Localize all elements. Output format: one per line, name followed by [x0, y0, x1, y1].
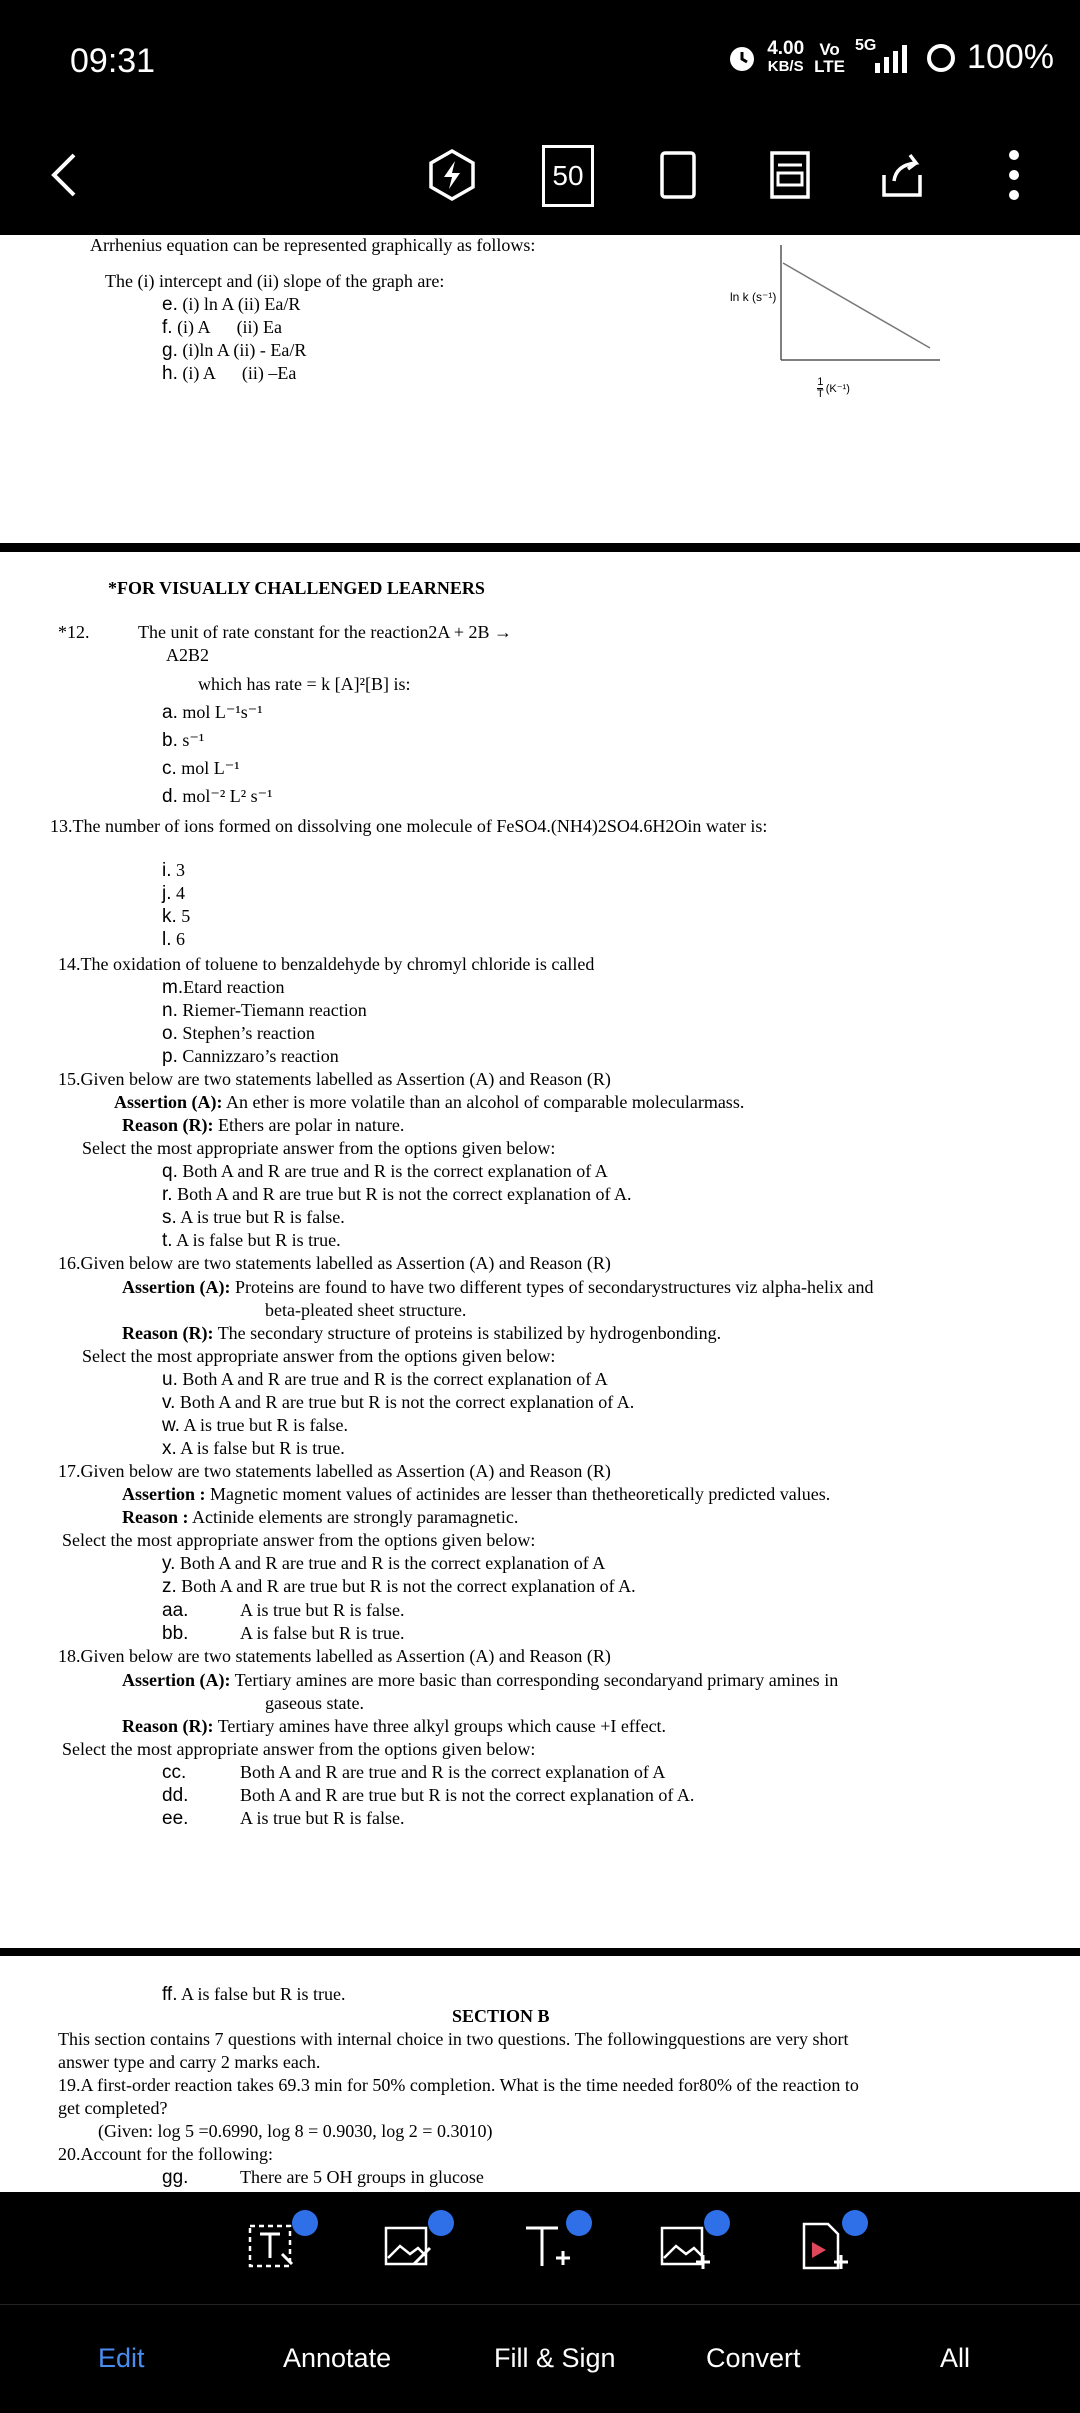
q17-assertion: Assertion : Magnetic moment values of actinides are lesser than thetheoretically predicted values.	[122, 1484, 831, 1504]
q17-select: Select the most appropriate answer from the options given below:	[62, 1530, 536, 1550]
option-b: b. s⁻¹	[162, 730, 205, 751]
q18-reason: Reason (R): Tertiary amines have three alkyl groups which cause +I effect.	[122, 1716, 667, 1736]
section-b-intro-cont: answer type and carry 2 marks each.	[58, 2052, 321, 2072]
q15-text: 15.Given below are two statements labelled as Assertion (A) and Reason (R)	[58, 1069, 611, 1089]
add-text-tool[interactable]	[510, 2192, 600, 2304]
option-u: u. Both A and R are true and R is the correct explanation of A	[162, 1369, 608, 1390]
q13-text: 13.The number of ions formed on dissolving one molecule of FeSO4.(NH4)2SO4.6H2Oin water is:	[50, 816, 768, 836]
option-m: m.Etard reaction	[162, 977, 285, 998]
q16-text: 16.Given below are two statements labelled as Assertion (A) and Reason (R)	[58, 1253, 611, 1273]
battery-percent: 100%	[967, 38, 1054, 76]
tab-fill-sign[interactable]: Fill & Sign	[494, 2343, 616, 2373]
option-l: l. 6	[162, 929, 185, 950]
add-image-tool[interactable]	[648, 2192, 738, 2304]
option-o: o. Stephen’s reaction	[162, 1023, 315, 1044]
alarm-icon	[727, 43, 757, 73]
top-toolbar	[0, 125, 1080, 235]
document-page-3	[0, 1956, 1080, 2192]
q16-select: Select the most appropriate answer from the options given below:	[82, 1346, 556, 1366]
net-speed: 4.00 KB/S	[767, 37, 805, 75]
option-h: h. (i) A (ii) –Ea	[162, 363, 297, 384]
option-p: p. Cannizzaro’s reaction	[162, 1046, 339, 1067]
document-page-1	[0, 235, 1080, 545]
section-b-intro: This section contains 7 questions with internal choice in two questions. The followingquestions are very short	[58, 2029, 849, 2049]
page1-line1: Arrhenius equation can be represented graphically as follows:	[90, 235, 536, 255]
q19-cont: get completed?	[58, 2098, 168, 2118]
option-z: z. Both A and R are true but R is not the correct explanation of A.	[162, 1576, 636, 1597]
section-b-heading: SECTION B	[452, 2006, 550, 2026]
option-j: j. 4	[162, 883, 185, 904]
option-cc: cc. Both A and R are true and R is the correct explanation of A	[162, 1762, 666, 1783]
option-n: n. Riemer-Tiemann reaction	[162, 1000, 367, 1021]
option-r: r. Both A and R are true but R is not the correct explanation of A.	[162, 1184, 632, 1205]
speed-mode-icon[interactable]	[422, 145, 482, 205]
back-icon[interactable]	[36, 145, 96, 205]
q12-number: *12.	[58, 622, 90, 642]
q15-select: Select the most appropriate answer from the options given below:	[82, 1138, 556, 1158]
q18-select: Select the most appropriate answer from the options given below:	[62, 1739, 536, 1759]
page2-heading: *FOR VISUALLY CHALLENGED LEARNERS	[108, 578, 485, 598]
speed-badge-icon	[428, 2210, 454, 2236]
option-bb: bb. A is false but R is true.	[162, 1623, 405, 1644]
signal-icon	[873, 45, 913, 75]
q15-reason: Reason (R): Ethers are polar in nature.	[122, 1115, 405, 1135]
speed-badge-icon	[842, 2210, 868, 2236]
q16-reason: Reason (R): The secondary structure of proteins is stabilized by hydrogenbonding.	[122, 1323, 722, 1343]
page-divider	[0, 1948, 1080, 1956]
speed-badge-icon	[704, 2210, 730, 2236]
option-s: s. A is true but R is false.	[162, 1207, 345, 1228]
page-count-button[interactable]	[542, 145, 594, 207]
document-page-2	[0, 552, 1080, 1950]
q18-assertion-cont: gaseous state.	[265, 1693, 364, 1713]
option-aa: aa. A is true but R is false.	[162, 1600, 405, 1621]
tab-convert[interactable]: Convert	[706, 2343, 801, 2373]
graph-line	[783, 263, 930, 348]
arrhenius-graph	[725, 245, 955, 405]
q19-text: 19.A first-order reaction takes 69.3 min for 50% completion. What is the time needed for80% of the reaction to	[58, 2075, 859, 2095]
fullscreen-icon[interactable]	[648, 145, 708, 205]
option-g: g. (i)ln A (ii) - Ea/R	[162, 340, 307, 361]
edit-text-tool[interactable]	[236, 2192, 326, 2304]
tab-all[interactable]: All	[940, 2343, 971, 2373]
volte-indicator: Vo LTE	[814, 39, 846, 76]
page-count: 50	[552, 160, 584, 191]
option-dd: dd. Both A and R are true but R is not the correct explanation of A.	[162, 1785, 695, 1806]
option-ee: ee. A is true but R is false.	[162, 1808, 405, 1829]
bottom-nav	[0, 2304, 1080, 2413]
status-icons	[727, 38, 1054, 77]
q18-assertion: Assertion (A): Tertiary amines are more basic than corresponding secondaryand primary amines in	[122, 1670, 839, 1690]
page-divider	[0, 543, 1080, 552]
speed-badge-icon	[566, 2210, 592, 2236]
page1-line2: The (i) intercept and (ii) slope of the graph are:	[105, 271, 445, 291]
option-w: w. A is true but R is false.	[162, 1415, 348, 1436]
option-x: x. A is false but R is true.	[162, 1438, 345, 1459]
status-time: 09:31	[70, 42, 156, 80]
option-v: v. Both A and R are true but R is not the correct explanation of A.	[162, 1392, 635, 1413]
option-gg: gg. There are 5 OH groups in glucose	[162, 2167, 484, 2188]
battery-icon	[925, 42, 957, 74]
q12-text: The unit of rate constant for the reaction2A + 2B →	[138, 622, 513, 642]
edit-image-tool[interactable]	[372, 2192, 462, 2304]
speed-badge-icon	[292, 2210, 318, 2236]
q19-given: (Given: log 5 =0.6990, log 8 = 0.9030, log 2 = 0.3010)	[98, 2121, 493, 2141]
tab-annotate[interactable]: Annotate	[283, 2343, 392, 2373]
q14-text: 14.The oxidation of toluene to benzaldehyde by chromyl chloride is called	[58, 954, 595, 974]
option-k: k. 5	[162, 906, 191, 927]
option-t: t. A is false but R is true.	[162, 1230, 341, 1251]
option-e: e. (i) ln A (ii) Ea/R	[162, 294, 301, 315]
tab-edit[interactable]: Edit	[98, 2343, 145, 2373]
edit-tools-bar	[0, 2192, 1080, 2304]
option-d: d. mol⁻² L² s⁻¹	[162, 786, 273, 807]
q17-reason: Reason : Actinide elements are strongly paramagnetic.	[122, 1507, 519, 1527]
q18-text: 18.Given below are two statements labelled as Assertion (A) and Reason (R)	[58, 1646, 611, 1666]
q16-assertion: Assertion (A): Proteins are found to have two different types of secondarystructures viz alpha-helix and	[122, 1277, 874, 1297]
q12-cont: A2B2	[166, 645, 210, 665]
status-bar	[0, 0, 1080, 125]
option-q: q. Both A and R are true and R is the correct explanation of A	[162, 1161, 608, 1182]
q16-assertion-cont: beta-pleated sheet structure.	[265, 1300, 467, 1320]
q15-assertion: Assertion (A): An ether is more volatile than an alcohol of comparable molecularmass.	[114, 1092, 745, 1112]
q17-text: 17.Given below are two statements labelled as Assertion (A) and Reason (R)	[58, 1461, 611, 1481]
add-document-tool[interactable]	[786, 2192, 876, 2304]
option-ff: ff. A is false but R is true.	[162, 1984, 346, 2005]
signal-5g: 5G	[855, 41, 915, 75]
more-options-icon[interactable]	[984, 145, 1044, 205]
graph-xlabel: 1 T (K⁻¹)	[817, 376, 850, 400]
reading-mode-icon[interactable]	[760, 145, 820, 205]
option-f: f. (i) A (ii) Ea	[162, 317, 283, 338]
option-a: a. mol L⁻¹s⁻¹	[162, 702, 263, 723]
option-y: y. Both A and R are true and R is the correct explanation of A	[162, 1553, 606, 1574]
option-i: i. 3	[162, 860, 185, 881]
option-c: c. mol L⁻¹	[162, 758, 240, 779]
graph-ylabel: ln k (s⁻¹)	[730, 290, 777, 304]
graph-plot	[725, 245, 955, 365]
q20-text: 20.Account for the following:	[58, 2144, 273, 2164]
share-icon[interactable]	[872, 145, 932, 205]
q12-rate: which has rate = k [A]²[B] is:	[198, 674, 411, 694]
